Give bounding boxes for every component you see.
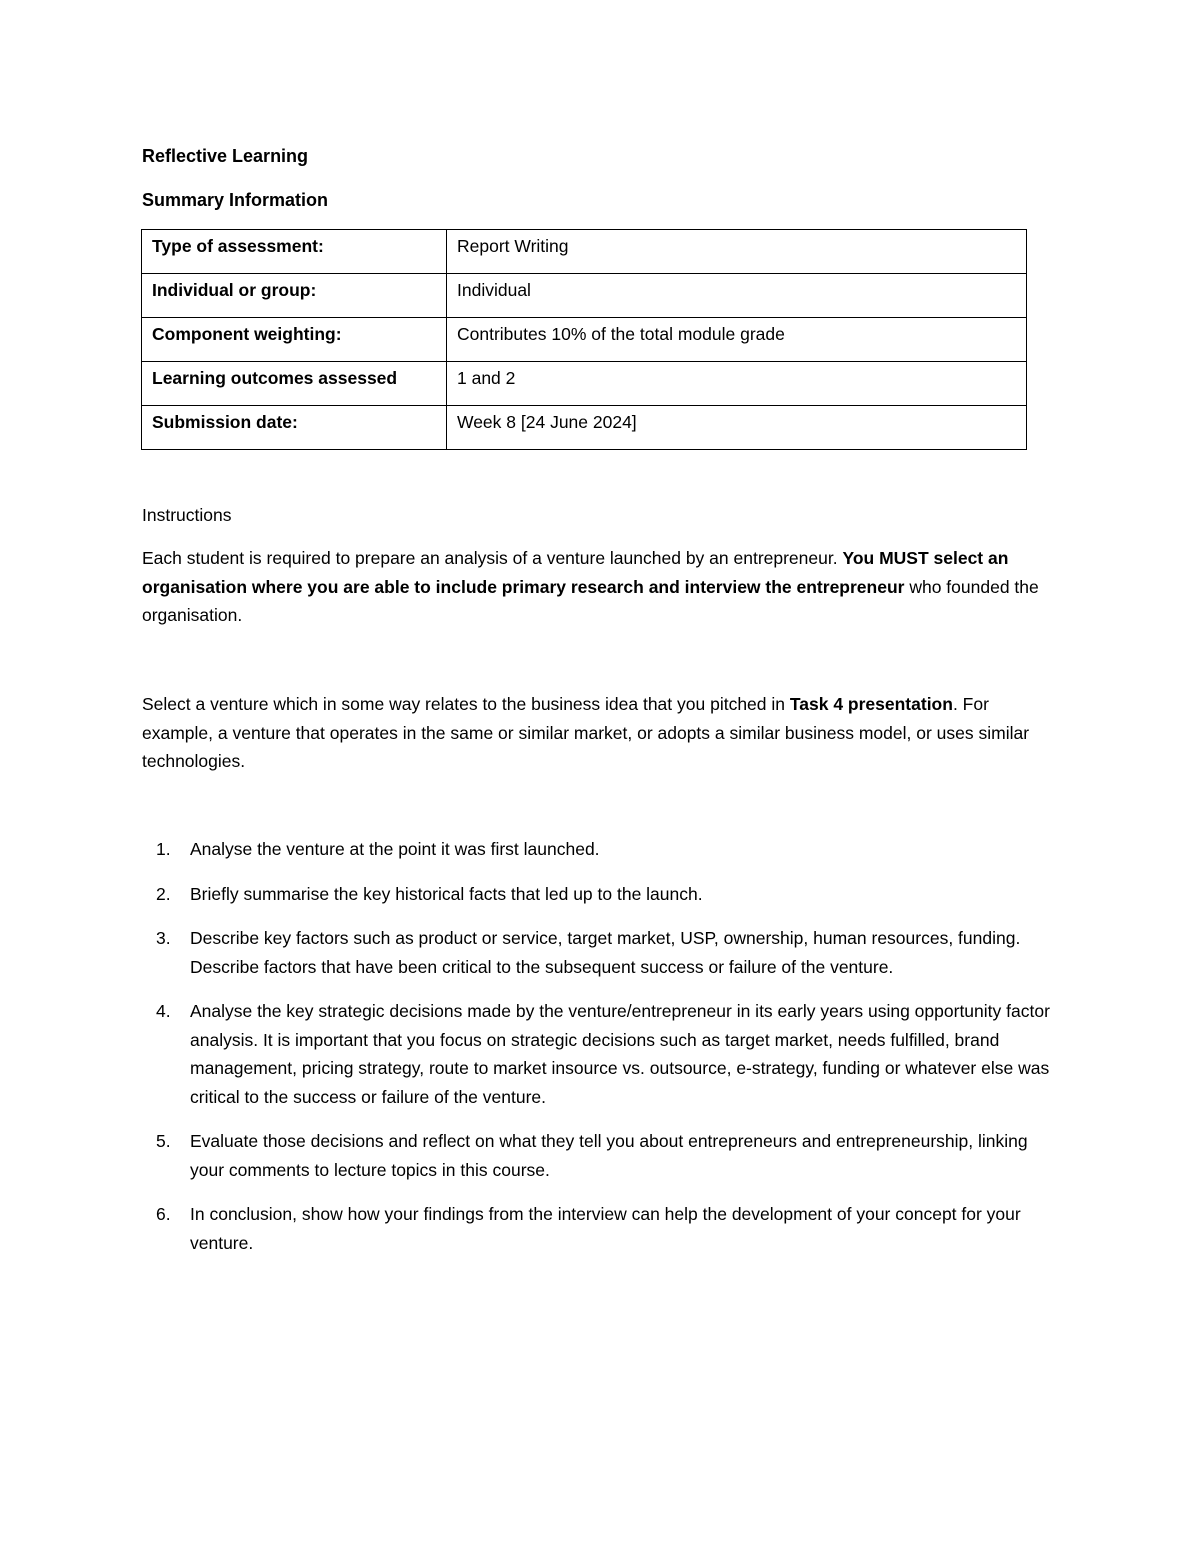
list-item	[142, 1200, 1057, 1257]
table-row	[142, 362, 1027, 406]
list-item	[142, 880, 1057, 909]
table-row	[142, 230, 1027, 274]
section-heading-summary: Summary Information	[142, 190, 329, 210]
list-text: Analyse the key strategic decisions made by the venture/entrepreneur in its early years using opportunity factor analysis. It is important that you focus on strategic decisions such as target market, needs fulfilled, brand management, pricing strategy, route to market insource vs. outsource, e-strategy, funding or whatever else was critical to the success or failure of the venture.	[190, 1001, 1050, 1107]
list-item	[142, 924, 1057, 981]
instructions-paragraph-2	[142, 690, 1062, 776]
summary-table	[141, 229, 1027, 450]
paragraph-text: . For example, a venture that operates in the same or similar market, or adopts a similar business model, or uses similar technologies.	[142, 694, 1030, 771]
table-value-cell: Report Writing	[447, 230, 1027, 274]
table-label-cell: Learning outcomes assessed	[142, 362, 447, 406]
list-text: Briefly summarise the key historical facts that led up to the launch.	[190, 883, 703, 904]
table-label-cell: Type of assessment:	[142, 230, 447, 274]
list-number: 3.	[156, 928, 171, 948]
list-item	[142, 1127, 1057, 1184]
list-number: 5.	[156, 1131, 171, 1151]
table-label-cell: Component weighting:	[142, 318, 447, 362]
list-text: Describe key factors such as product or service, target market, USP, ownership, human resources, funding. Describe factors that have been critical to the subsequent success or failure of the venture.	[190, 928, 1021, 977]
list-text: Analyse the venture at the point it was first launched.	[190, 839, 600, 859]
table-value-cell: 1 and 2	[447, 362, 1027, 406]
paragraph-emphasis: Task 4 presentation	[789, 694, 953, 714]
table-label-cell: Submission date:	[142, 406, 447, 450]
instructions-heading: Instructions	[142, 505, 232, 525]
document-title: Reflective Learning	[142, 146, 309, 166]
table-row	[142, 406, 1027, 450]
list-number: 2.	[156, 883, 171, 904]
list-number: 4.	[156, 1001, 171, 1021]
table-label-cell: Individual or group:	[142, 274, 447, 318]
table-value-cell: Contributes 10% of the total module grade	[447, 318, 1027, 362]
list-number: 1.	[156, 839, 171, 859]
instructions-paragraph-1	[142, 544, 1062, 630]
table-value-cell: Week 8 [24 June 2024]	[447, 406, 1027, 450]
list-item	[142, 835, 1057, 864]
table-row	[142, 318, 1027, 362]
paragraph-text: who founded the organisation.	[142, 576, 1039, 625]
paragraph-text: Select a venture which in some way relates to the business idea that you pitched in	[142, 694, 790, 714]
task-list	[142, 835, 1057, 1273]
list-number: 6.	[156, 1204, 171, 1224]
list-item	[142, 997, 1057, 1111]
list-text: In conclusion, show how your findings from the interview can help the development of your concept for your venture.	[190, 1204, 1021, 1253]
paragraph-emphasis: You MUST select an organisation where you are able to include primary research and interview the entrepreneur	[142, 548, 1009, 597]
paragraph-text: Each student is required to prepare an analysis of a venture launched by an entrepreneur.	[142, 548, 843, 568]
list-text: Evaluate those decisions and reflect on what they tell you about entrepreneurs and entrepreneurship, linking your comments to lecture topics in this course.	[190, 1131, 1028, 1180]
table-value-cell: Individual	[447, 274, 1027, 318]
table-row	[142, 274, 1027, 318]
